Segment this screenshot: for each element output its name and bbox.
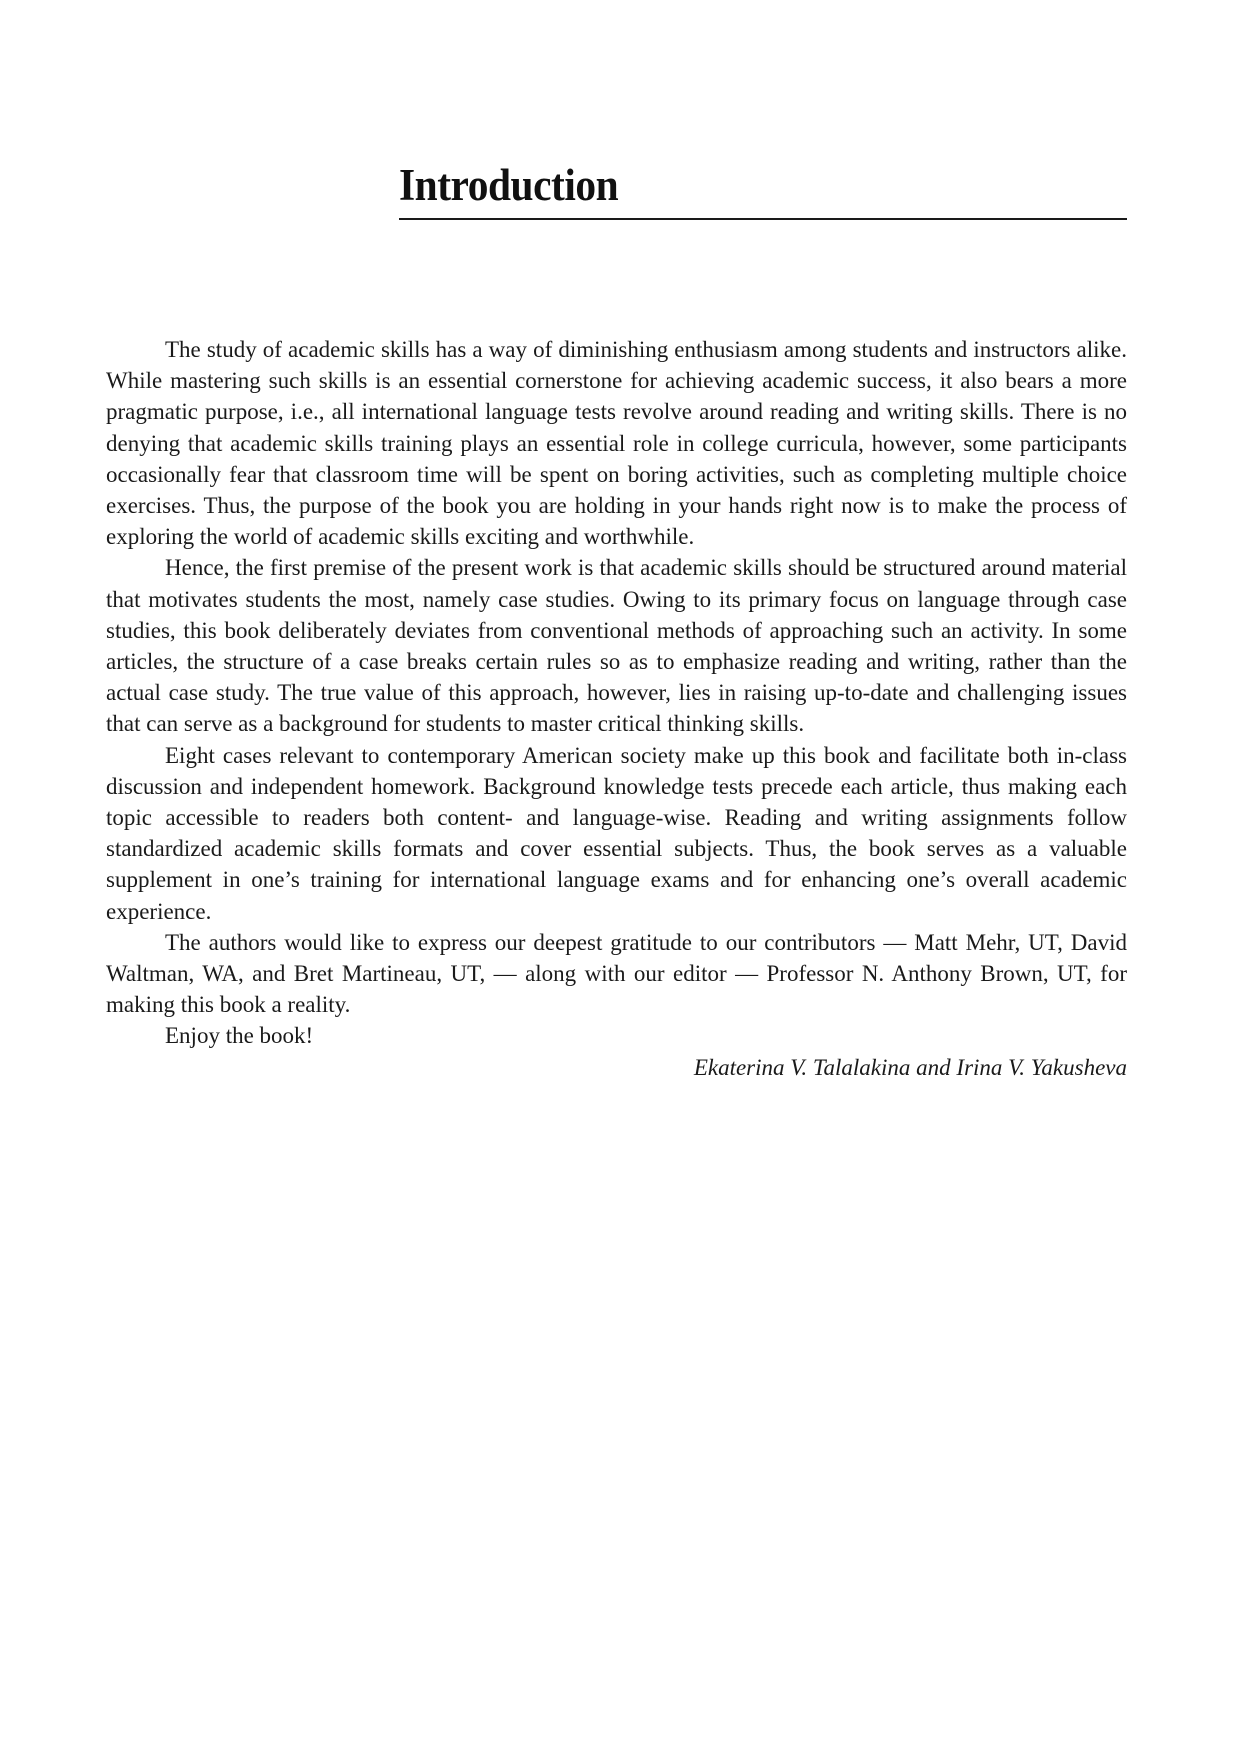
paragraph-3: Eight cases relevant to contemporary American society make up this book and facilitate both in-class discussion and independent homework. Background knowledge tests precede each article, thus making each topic accessible to readers both content- and language-wise. Reading and writing assignments follow standardized academic skills formats and cover essential subjects. Thus, the book serves as a valuable supplement in one’s training for international language exams and for enhancing one’s overall academic experience. — [106, 742, 1127, 924]
page-title: Introduction — [399, 160, 619, 210]
title-block — [399, 160, 1127, 220]
paragraph-4: The authors would like to express our deepest gratitude to our contributors — Matt Mehr, UT, David Waltman, WA, and Bret Martineau, UT, — along with our editor — Professor N. Anthony Brown, UT, for making this book a reality. — [106, 929, 1127, 1018]
paragraph-5: Enjoy the book! — [165, 1023, 314, 1049]
body-text — [106, 334, 1127, 1083]
title-underline — [399, 218, 1127, 220]
paragraph-1: The study of academic skills has a way of diminishing enthusiasm among students and instructors alike. While mastering such skills is an essential cornerstone for achieving academic success, it also bears a more pragmatic purpose, i.e., all international language tests revolve around reading and writing skills. There is no denying that academic skills training plays an essential role in college curricula, however, some participants occasionally fear that classroom time will be spent on boring activities, such as completing multiple choice exercises. Thus, the purpose of the book you are holding in your hands right now is to make the process of exploring the world of academic skills exciting and worthwhile. — [106, 337, 1127, 550]
author-signature: Ekaterina V. Talalakina and Irina V. Yakusheva — [693, 1054, 1127, 1080]
paragraph-2: Hence, the first premise of the present work is that academic skills should be structured around material that motivates students the most, namely case studies. Owing to its primary focus on language through case studies, this book deliberately deviates from conventional methods of approaching such an activity. In some articles, the structure of a case breaks certain rules so as to emphasize reading and writing, rather than the actual case study. The true value of this approach, however, lies in raising up-to-date and challenging issues that can serve as a background for students to master critical thinking skills. — [106, 555, 1127, 737]
